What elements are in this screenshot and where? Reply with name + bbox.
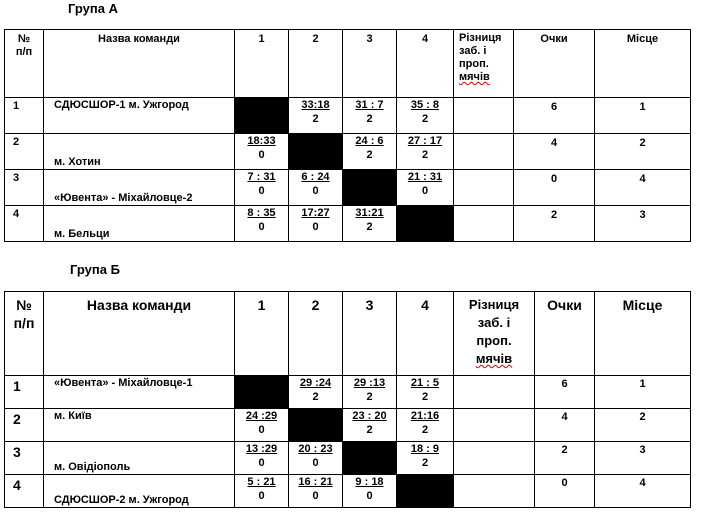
match-points: 0 bbox=[312, 185, 319, 197]
header-col-1: 1 bbox=[235, 292, 289, 376]
table-row bbox=[5, 475, 691, 508]
self-match-cell bbox=[235, 376, 289, 409]
match-cell bbox=[343, 134, 397, 170]
match-score: 17:27 bbox=[301, 207, 330, 219]
match-score: 21 : 5 bbox=[410, 377, 440, 389]
team-name-top: м. Київ bbox=[54, 410, 92, 422]
match-points: 0 bbox=[258, 221, 265, 233]
row-number: 4 bbox=[5, 206, 44, 242]
match-score: 23 : 20 bbox=[352, 410, 387, 422]
header-goal-difference bbox=[454, 292, 535, 376]
self-match-cell bbox=[289, 409, 343, 442]
row-number: 2 bbox=[5, 134, 44, 170]
group-a-title: Група А bbox=[68, 1, 118, 16]
match-score: 24 : 6 bbox=[355, 135, 384, 147]
table-row bbox=[5, 206, 691, 242]
goal-difference-cell bbox=[454, 134, 514, 170]
points-cell: 2 bbox=[514, 206, 595, 242]
goal-difference-cell bbox=[454, 98, 514, 134]
header-goal-difference bbox=[454, 30, 514, 98]
match-points: 2 bbox=[421, 424, 429, 436]
header-number-symbol: № bbox=[17, 33, 31, 45]
place-cell: 1 bbox=[595, 376, 691, 409]
match-score: 24 :29 bbox=[245, 410, 278, 422]
points-cell: 4 bbox=[514, 134, 595, 170]
place-cell: 3 bbox=[595, 442, 691, 475]
header-place: Місце bbox=[595, 30, 691, 98]
match-cell bbox=[235, 475, 289, 508]
header-col-2: 2 bbox=[289, 30, 343, 98]
match-points: 2 bbox=[366, 424, 373, 436]
header-points: Очки bbox=[535, 292, 595, 376]
header-number bbox=[5, 30, 44, 98]
match-points: 2 bbox=[366, 113, 373, 125]
match-score: 18 : 9 bbox=[410, 443, 440, 455]
points-cell: 6 bbox=[514, 98, 595, 134]
team-name-bottom: СДЮСШОР-2 м. Ужгород bbox=[54, 494, 189, 506]
team-name-cell bbox=[44, 376, 235, 409]
match-score: 29 :13 bbox=[353, 377, 386, 389]
team-name-bottom: м. Хотин bbox=[54, 156, 101, 168]
match-points: 0 bbox=[421, 185, 429, 197]
match-cell bbox=[289, 170, 343, 206]
goal-difference-cell bbox=[454, 206, 514, 242]
match-cell bbox=[289, 98, 343, 134]
self-match-cell bbox=[397, 206, 454, 242]
header-points: Очки bbox=[514, 30, 595, 98]
match-points: 2 bbox=[421, 457, 429, 469]
table-row bbox=[5, 409, 691, 442]
match-points: 0 bbox=[258, 490, 265, 502]
team-name-top: «Ювента» - Міхайловце-1 bbox=[54, 377, 193, 389]
match-points: 0 bbox=[312, 221, 319, 233]
points-cell: 2 bbox=[535, 442, 595, 475]
match-score: 9 : 18 bbox=[355, 476, 384, 488]
match-score: 18:33 bbox=[247, 135, 276, 147]
self-match-cell bbox=[235, 98, 289, 134]
match-points: 0 bbox=[258, 457, 265, 469]
row-number: 3 bbox=[5, 170, 44, 206]
match-cell bbox=[397, 376, 454, 409]
group-b-title: Група Б bbox=[70, 262, 120, 277]
header-col-4: 4 bbox=[397, 30, 454, 98]
place-cell: 1 bbox=[595, 98, 691, 134]
match-cell bbox=[289, 475, 343, 508]
match-cell bbox=[343, 376, 397, 409]
header-number bbox=[5, 292, 44, 376]
team-name-bottom: м. Бельци bbox=[54, 228, 110, 240]
self-match-cell bbox=[289, 134, 343, 170]
header-diff-line2: заб. і bbox=[477, 315, 511, 330]
table-row bbox=[5, 170, 691, 206]
self-match-cell bbox=[343, 170, 397, 206]
goal-difference-cell bbox=[454, 170, 514, 206]
place-cell: 3 bbox=[595, 206, 691, 242]
team-name-cell bbox=[44, 442, 235, 475]
place-cell: 2 bbox=[595, 134, 691, 170]
header-diff-line1: Різниця bbox=[468, 297, 520, 312]
header-team-name: Назва команди bbox=[44, 292, 235, 376]
match-cell bbox=[235, 206, 289, 242]
goal-difference-cell bbox=[454, 442, 535, 475]
match-cell bbox=[397, 98, 454, 134]
header-diff-line4: мячів bbox=[475, 351, 513, 366]
match-points: 2 bbox=[366, 149, 373, 161]
match-score: 27 : 17 bbox=[407, 135, 443, 147]
header-diff-line3: проп. bbox=[476, 333, 512, 348]
match-score: 13 :29 bbox=[245, 443, 278, 455]
goal-difference-cell bbox=[454, 409, 535, 442]
points-cell: 6 bbox=[535, 376, 595, 409]
match-points: 0 bbox=[312, 490, 319, 502]
header-diff-line2: заб. і bbox=[459, 45, 487, 57]
table-row bbox=[5, 98, 691, 134]
match-points: 0 bbox=[312, 457, 319, 469]
match-points: 0 bbox=[258, 185, 265, 197]
match-score: 6 : 24 bbox=[301, 171, 330, 183]
team-name-bottom: «Ювента» - Міхайловце-2 bbox=[54, 192, 193, 204]
header-team-name: Назва команди bbox=[44, 30, 235, 98]
match-cell bbox=[235, 409, 289, 442]
place-cell: 2 bbox=[595, 409, 691, 442]
row-number: 1 bbox=[5, 98, 44, 134]
self-match-cell bbox=[397, 475, 454, 508]
team-name-cell bbox=[44, 409, 235, 442]
header-place: Місце bbox=[595, 292, 691, 376]
header-number-symbol: № bbox=[16, 297, 32, 313]
match-cell bbox=[235, 442, 289, 475]
group-a-table bbox=[4, 29, 691, 242]
header-diff-line3: проп. bbox=[459, 58, 489, 70]
row-number: 4 bbox=[5, 475, 44, 508]
self-match-cell bbox=[343, 442, 397, 475]
team-name-cell bbox=[44, 134, 235, 170]
header-number-abbr: п/п bbox=[15, 46, 33, 58]
match-points: 2 bbox=[421, 391, 429, 403]
header-number-abbr: п/п bbox=[13, 315, 35, 331]
match-cell bbox=[397, 134, 454, 170]
team-name-top: СДЮСШОР-1 м. Ужгород bbox=[54, 99, 189, 111]
match-score: 16 : 21 bbox=[298, 476, 333, 488]
match-points: 2 bbox=[312, 113, 319, 125]
match-cell bbox=[289, 206, 343, 242]
row-number: 2 bbox=[5, 409, 44, 442]
team-name-cell bbox=[44, 98, 235, 134]
match-score: 8 : 35 bbox=[247, 207, 276, 219]
match-score: 20 : 23 bbox=[298, 443, 333, 455]
group-b-table bbox=[4, 291, 691, 508]
team-name-cell bbox=[44, 206, 235, 242]
match-score: 7 : 31 bbox=[247, 171, 276, 183]
match-cell bbox=[397, 170, 454, 206]
match-cell bbox=[343, 475, 397, 508]
match-points: 2 bbox=[366, 391, 373, 403]
match-score: 5 : 21 bbox=[247, 476, 276, 488]
match-score: 31 : 7 bbox=[355, 99, 384, 111]
group-b-header-row bbox=[5, 292, 691, 376]
header-col-4: 4 bbox=[397, 292, 454, 376]
match-points: 2 bbox=[421, 113, 429, 125]
match-score: 31:21 bbox=[355, 207, 384, 219]
match-cell bbox=[397, 409, 454, 442]
goal-difference-cell bbox=[454, 475, 535, 508]
header-diff-line1: Різниця bbox=[459, 32, 502, 44]
header-col-3: 3 bbox=[343, 30, 397, 98]
match-points: 0 bbox=[366, 490, 373, 502]
team-name-cell bbox=[44, 475, 235, 508]
match-points: 0 bbox=[258, 149, 265, 161]
match-cell bbox=[235, 170, 289, 206]
table-row bbox=[5, 134, 691, 170]
header-col-2: 2 bbox=[289, 292, 343, 376]
row-number: 3 bbox=[5, 442, 44, 475]
header-diff-line4: мячів bbox=[459, 71, 490, 83]
table-row bbox=[5, 442, 691, 475]
match-score: 21 : 31 bbox=[407, 171, 443, 183]
match-score: 35 : 8 bbox=[410, 99, 440, 111]
match-cell bbox=[343, 98, 397, 134]
match-points: 2 bbox=[312, 391, 319, 403]
match-cell bbox=[343, 409, 397, 442]
team-name-bottom: м. Овідіополь bbox=[54, 461, 131, 473]
table-row bbox=[5, 376, 691, 409]
header-col-1: 1 bbox=[235, 30, 289, 98]
match-score: 21:16 bbox=[410, 410, 440, 422]
match-cell bbox=[235, 134, 289, 170]
match-cell bbox=[289, 376, 343, 409]
row-number: 1 bbox=[5, 376, 44, 409]
group-a-header-row bbox=[5, 30, 691, 98]
match-points: 2 bbox=[421, 149, 429, 161]
team-name-cell bbox=[44, 170, 235, 206]
points-cell: 0 bbox=[535, 475, 595, 508]
match-cell bbox=[343, 206, 397, 242]
points-cell: 4 bbox=[535, 409, 595, 442]
match-cell bbox=[397, 442, 454, 475]
match-points: 2 bbox=[366, 221, 373, 233]
match-points: 0 bbox=[258, 424, 265, 436]
points-cell: 0 bbox=[514, 170, 595, 206]
match-score: 33:18 bbox=[301, 99, 330, 111]
place-cell: 4 bbox=[595, 475, 691, 508]
match-score: 29 :24 bbox=[299, 377, 332, 389]
place-cell: 4 bbox=[595, 170, 691, 206]
header-col-3: 3 bbox=[343, 292, 397, 376]
goal-difference-cell bbox=[454, 376, 535, 409]
match-cell bbox=[289, 442, 343, 475]
